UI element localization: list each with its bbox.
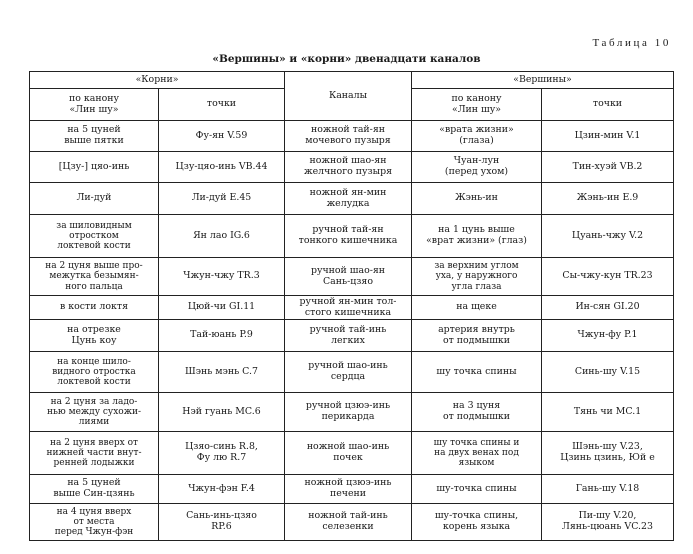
top-point-cell: Тин-хуэй VB.2	[542, 152, 674, 183]
header-channels: Каналы	[285, 72, 412, 121]
top-canon-cell: на щеке	[412, 296, 542, 320]
root-canon-cell: на 4 цуня вверх от места перед Чжун-фэн	[30, 504, 159, 541]
channel-cell: ручной шао-ян Сань-цзяо	[285, 258, 412, 296]
channels-table	[29, 71, 674, 541]
root-point-cell: Тай-юань P.9	[159, 320, 285, 352]
table-row	[30, 258, 674, 296]
table-row	[30, 296, 674, 320]
root-point-cell: Фу-ян V.59	[159, 121, 285, 152]
table-row	[30, 215, 674, 258]
root-point-cell: Цюй-чи GI.11	[159, 296, 285, 320]
channel-cell: ножной ян-мин желудка	[285, 183, 412, 215]
channel-cell: ножной тай-инь селезенки	[285, 504, 412, 541]
channel-cell: ножной тай-ян мочевого пузыря	[285, 121, 412, 152]
top-canon-cell: на 1 цунь выше «врат жизни» (глаз)	[412, 215, 542, 258]
top-canon-cell: Чуан-лун (перед ухом)	[412, 152, 542, 183]
header-tops-points: точки	[542, 89, 674, 121]
root-point-cell: Цзяо-синь R.8, Фу лю R.7	[159, 432, 285, 475]
top-canon-cell: за верхним углом уха, у наружного угла глаза	[412, 258, 542, 296]
channel-cell: ручной шао-инь сердца	[285, 352, 412, 393]
root-canon-cell: на 5 цуней выше Син-цзянь	[30, 475, 159, 504]
root-canon-cell: за шиловидным отростком локтевой кости	[30, 215, 159, 258]
top-point-cell: Сы-чжу-кун TR.23	[542, 258, 674, 296]
header-tops-canon: по канону «Лин шу»	[412, 89, 542, 121]
root-canon-cell: на 2 цуня вверх от нижней части внут- ренней лодыжки	[30, 432, 159, 475]
channel-cell: ручной тай-инь легких	[285, 320, 412, 352]
table-row	[30, 504, 674, 541]
root-point-cell: Чжун-чжу TR.3	[159, 258, 285, 296]
table-row	[30, 475, 674, 504]
channel-cell: ручной цзюэ-инь перикарда	[285, 393, 412, 432]
top-point-cell: Ин-сян GI.20	[542, 296, 674, 320]
top-point-cell: Синь-шу V.15	[542, 352, 674, 393]
table-row	[30, 432, 674, 475]
top-canon-cell: шу точка спины	[412, 352, 542, 393]
root-canon-cell: [Цзу-] цяо-инь	[30, 152, 159, 183]
top-canon-cell: шу-точка спины	[412, 475, 542, 504]
channel-cell: ножной шао-инь почек	[285, 432, 412, 475]
table-row	[30, 352, 674, 393]
root-canon-cell: в кости локтя	[30, 296, 159, 320]
table-row	[30, 121, 674, 152]
top-canon-cell: артерия внутрь от подмышки	[412, 320, 542, 352]
top-canon-cell: «врата жизни» (глаза)	[412, 121, 542, 152]
channel-cell: ножной цзюэ-инь печени	[285, 475, 412, 504]
root-canon-cell: на конце шило- видного отростка локтевой кости	[30, 352, 159, 393]
root-point-cell: Ян лао IG.6	[159, 215, 285, 258]
header-row-groups	[30, 72, 674, 89]
top-point-cell: Жэнь-ин E.9	[542, 183, 674, 215]
table-row	[30, 320, 674, 352]
root-canon-cell: на отрезке Цунь коу	[30, 320, 159, 352]
root-canon-cell: на 2 цуня за ладо- нью между сухожи- лиями	[30, 393, 159, 432]
top-canon-cell: шу точка спины и на двух венах под языком	[412, 432, 542, 475]
table-title: «Вершины» и «корни» двенадцати каналов	[212, 53, 481, 65]
root-point-cell: Нэй гуань MC.6	[159, 393, 285, 432]
table-row	[30, 152, 674, 183]
top-point-cell: Гань-шу V.18	[542, 475, 674, 504]
root-point-cell: Чжун-фэн F.4	[159, 475, 285, 504]
channel-cell: ручной ян-мин тол- стого кишечника	[285, 296, 412, 320]
header-tops: «Вершины»	[412, 72, 674, 89]
top-canon-cell: на 3 цуня от подмышки	[412, 393, 542, 432]
top-point-cell: Пи-шу V.20, Лянь-цюань VC.23	[542, 504, 674, 541]
top-point-cell: Чжун-фу P.1	[542, 320, 674, 352]
top-point-cell: Цуань-чжу V.2	[542, 215, 674, 258]
header-roots: «Корни»	[30, 72, 285, 89]
top-canon-cell: Жэнь-ин	[412, 183, 542, 215]
channel-cell: ножной шао-ян желчного пузыря	[285, 152, 412, 183]
header-roots-canon: по канону «Лин шу»	[30, 89, 159, 121]
table-number-label: Таблица 10	[592, 37, 671, 49]
root-point-cell: Шэнь мэнь C.7	[159, 352, 285, 393]
top-point-cell: Тянь чи MC.1	[542, 393, 674, 432]
root-point-cell: Цзу-цяо-инь VB.44	[159, 152, 285, 183]
table-row	[30, 393, 674, 432]
root-canon-cell: на 2 цуня выше про- межутка безымян- ного пальца	[30, 258, 159, 296]
header-roots-points: точки	[159, 89, 285, 121]
top-point-cell: Шэнь-шу V.23, Цзинь цзинь, Юй е	[542, 432, 674, 475]
top-point-cell: Цзин-мин V.1	[542, 121, 674, 152]
top-canon-cell: шу-точка спины, корень языка	[412, 504, 542, 541]
root-point-cell: Ли-дуй E.45	[159, 183, 285, 215]
table-row	[30, 183, 674, 215]
root-canon-cell: на 5 цуней выше пятки	[30, 121, 159, 152]
root-point-cell: Сань-инь-цзяо RP.6	[159, 504, 285, 541]
channel-cell: ручной тай-ян тонкого кишечника	[285, 215, 412, 258]
root-canon-cell: Ли-дуй	[30, 183, 159, 215]
